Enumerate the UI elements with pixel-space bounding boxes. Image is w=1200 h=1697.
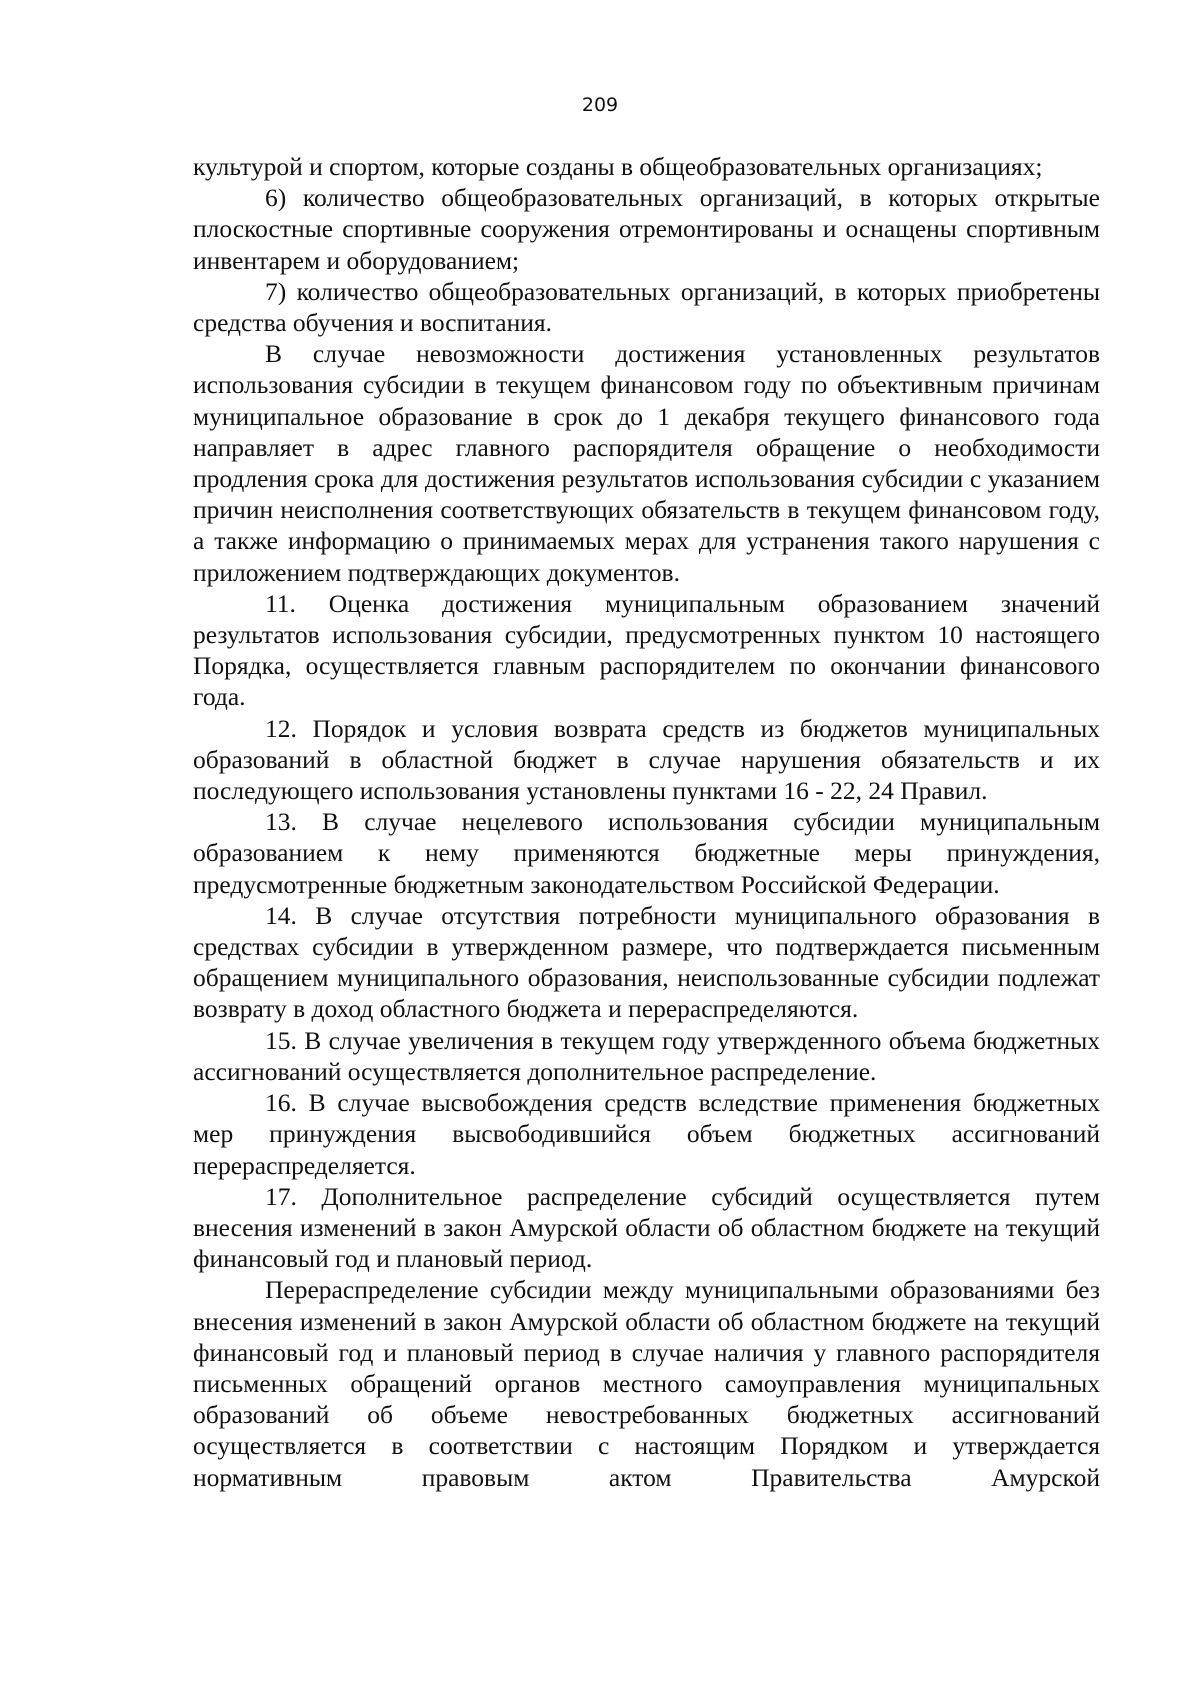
document-body [193,151,1100,1493]
paragraph-redistribution: Перераспределение субсидии между муниципальными образованиями без внесения изменений в закон Амурской области об областном бюджете на текущий финансовый год и плановый период в случае наличия у главного распорядителя письменных обращений органов местного самоуправления муниципальных образований об объеме невостребованных бюджетных ассигнований осуществляется в соответствии с настоящим Порядком и утверждается нормативным правовым актом Правительства Амурской [193,1275,1100,1492]
clause-12: 12. Порядок и условия возврата средств из бюджетов муниципальных образований в областной бюджет в случае нарушения обязательств и их последующего использования установлены пунктами 16 - 22, 24 Правил. [193,713,1100,806]
clause-17: 17. Дополнительное распределение субсидий осуществляется путем внесения изменений в закон Амурской области об областном бюджете на текущий финансовый год и плановый период. [193,1181,1100,1274]
list-item-6: 6) количество общеобразовательных организаций, в которых открытые плоскостные спортивные сооружения отремонтированы и оснащены спортивным инвентарем и оборудованием; [193,183,1100,275]
clause-13: 13. В случае нецелевого использования субсидии муниципальным образованием к нему применяются бюджетные меры принуждения, предусмотренные бюджетным законодательством Российской Федерации. [193,807,1100,899]
page-number: 209 [581,94,619,116]
paragraph-continuation: культурой и спортом, которые созданы в общеобразовательных организациях; [193,152,1043,181]
clause-15: 15. В случае увеличения в текущем году утвержденного объема бюджетных ассигнований осуществляется дополнительное распределение. [193,1025,1100,1086]
clause-14: 14. В случае отсутствия потребности муниципального образования в средствах субсидии в утвержденном размере, что подтверждается письменным обращением муниципального образования, неиспользованные субсидии подлежат возврату в доход областного бюджета и перераспределяются. [193,900,1100,1024]
clause-11: 11. Оценка достижения муниципальным образованием значений результатов использования субсидии, предусмотренных пунктом 10 настоящего Порядка, осуществляется главным распорядителем по окончании финансового года. [193,588,1100,712]
clause-16: 16. В случае высвобождения средств вследствие применения бюджетных мер принуждения высвободившийся объем бюджетных ассигнований перераспределяется. [193,1088,1100,1180]
list-item-7: 7) количество общеобразовательных организаций, в которых приобретены средства обучения и воспитания. [193,276,1100,338]
paragraph-impossibility: В случае невозможности достижения установленных результатов использования субсидии в текущем финансовом году по объективным причинам муниципальное образование в срок до 1 декабря текущего финансового года направляет в адрес главного распорядителя обращение о необходимости продления срока для достижения результатов использования субсидии с указанием причин неисполнения соответствующих обязательств в текущем финансовом году, а также информацию о принимаемых мерах для устранения такого нарушения с приложением подтверждающих документов. [193,339,1100,587]
